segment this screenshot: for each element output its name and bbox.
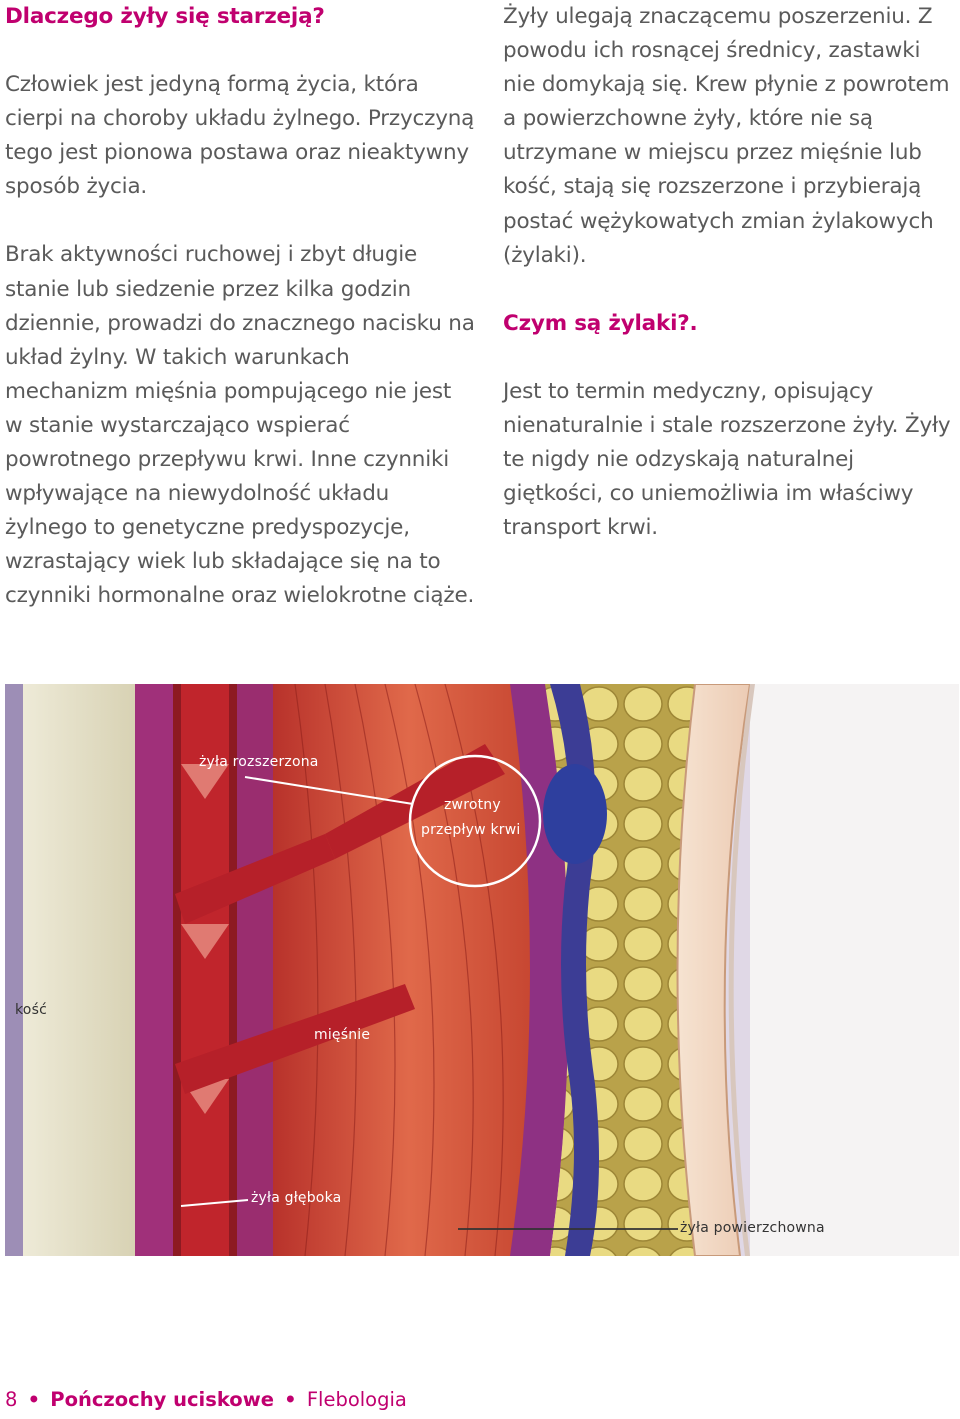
vein-anatomy-illustration bbox=[5, 684, 959, 1256]
page-footer bbox=[5, 1388, 407, 1411]
bullet: • bbox=[284, 1388, 297, 1411]
paragraph: Żyły ulegają znaczącemu poszerzeniu. Z powodu ich rosnącej średnicy, zastawki nie domykają się. Krew płynie z powrotem a powierzchowne żyły, które nie są utrzymane w miejscu przez mięśnie lub kość, stają się rozszerzone i przybierają postać wężykowatych zmian żylakowych (żylaki). bbox=[503, 4, 950, 268]
right-column bbox=[503, 0, 958, 579]
label-deep-vein: żyła głęboka bbox=[251, 1190, 342, 1206]
label-reflux-line2: przepływ krwi bbox=[421, 822, 521, 838]
section-name: Flebologia bbox=[306, 1388, 407, 1411]
left-column bbox=[5, 0, 475, 648]
paragraph: Jest to termin medyczny, opisujący nienaturalnie i stale rozszerzone żyły. Żyły te nigdy nie odzyskają naturalnej giętkości, co uniemożliwia im właściwy transport krwi. bbox=[503, 378, 951, 541]
label-dilated-vein: żyła rozszerzona bbox=[199, 754, 319, 770]
section-heading-aging-veins: Dlaczego żyły się starzeją? bbox=[5, 4, 325, 29]
publication-title: Pończochy uciskowe bbox=[50, 1388, 274, 1411]
paragraph: Człowiek jest jedyną formą życia, która cierpi na choroby układu żylnego. Przyczyną tego jest pionowa postawa oraz nieaktywny sposób życia. bbox=[5, 72, 475, 200]
anatomy-drawing bbox=[5, 684, 959, 1256]
page-number: 8 bbox=[5, 1388, 18, 1411]
bullet: • bbox=[27, 1388, 41, 1411]
label-reflux-line1: zwrotny bbox=[444, 797, 501, 813]
label-superficial-vein: żyła powierzchowna bbox=[680, 1220, 825, 1236]
section-heading-varicose: Czym są żylaki?. bbox=[503, 310, 698, 336]
paragraph: Brak aktywności ruchowej i zbyt długie stanie lub siedzenie przez kilka godzin dziennie, prowadzi do znacznego nacisku na układ żylny. W takich warunkach mechanizm mięśnia pompującego nie jest w stanie wystarczająco wspierać powrotnego przepływu krwi. Inne czynniki wpływające na niewydolność układu żylnego to genetyczne predyspozycje, wzrastający wiek lub składające się na to czynniki hormonalne oraz wielokrotne ciąże. bbox=[5, 242, 475, 609]
label-muscles: mięśnie bbox=[314, 1027, 371, 1043]
label-bone: kość bbox=[15, 1002, 47, 1018]
